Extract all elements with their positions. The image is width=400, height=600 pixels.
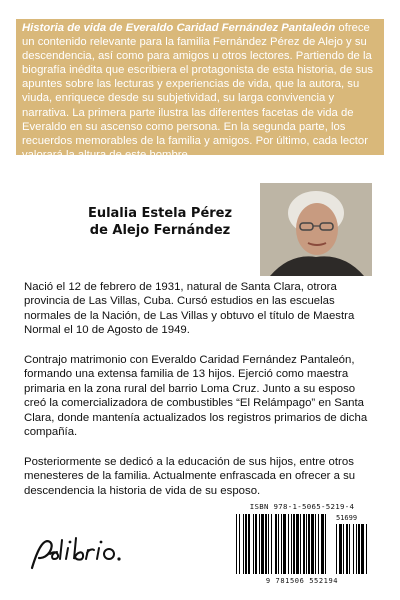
synopsis-body: ofrece un contenido relevante para la familia Fernández Pérez de Alejo y su descendencia, así como para amigos u otros lectores. Partiendo de la biografía inédita que escribiera el protagonista de esta historia, de sus apuntes sobre las lecturas y experiencias de vida, que la autora, su viuda, enriquece desde su subjetividad, su larga convivencia y narrativa. La primera parte ilustra las diferentes facetas de vida de Everaldo en su ascenso como persona. En la segunda parte, los recuerdos memorables de la familia y amigos. Por último, cada lector valorará la altura de este hombre. bbox=[22, 22, 374, 161]
publisher-logo bbox=[24, 528, 128, 576]
bio-paragraph-2: Contrajo matrimonio con Everaldo Caridad Fernández Pantaleón, formando una extensa familia de 13 hijos. Ejerció como maestra primaria en la zona rural del barrio Loma Cruz. Junto a su esposo creó la comercializadora de combustibles “El Relámpago” en Santa Clara, donde mantenía actualizados los registros primarios de dicha compañía. bbox=[24, 354, 368, 439]
barcode-number: 9 781506 552194 bbox=[265, 577, 339, 585]
barcode-panel bbox=[228, 500, 376, 586]
isbn-text: ISBN 978-1-5065-5219-4 bbox=[249, 502, 355, 511]
author-photo bbox=[260, 183, 372, 276]
book-title: Historia de vida de Everaldo Caridad Fernández Pantaleón bbox=[22, 22, 336, 34]
author-portrait-illustration bbox=[260, 183, 372, 276]
author-name bbox=[86, 205, 234, 239]
publisher-logo-graphic bbox=[24, 528, 128, 576]
author-name-line-1: Eulalia Estela Pérez bbox=[87, 206, 233, 221]
synopsis-text bbox=[22, 21, 380, 162]
bio-paragraph-1: Nació el 12 de febrero de 1931, natural de Santa Clara, otrora provincia de Las Villas, Cuba. Cursó estudios en las escuelas normales de la Nación, de Las Villas y obtuvo el título de Maestra Normal el 10 de Agosto de 1949. bbox=[24, 281, 355, 337]
author-name-line-2: de Alejo Fernández bbox=[89, 223, 231, 238]
price-code: 51699 bbox=[336, 514, 358, 522]
bio-paragraph-3: Posteriormente se dedicó a la educación de sus hijos, entre otros menesteres de la familia. Actualmente enfrascada en ofrecer a su descendencia la historia de vida de su esposo. bbox=[24, 456, 356, 497]
barcode-bars bbox=[228, 514, 376, 576]
